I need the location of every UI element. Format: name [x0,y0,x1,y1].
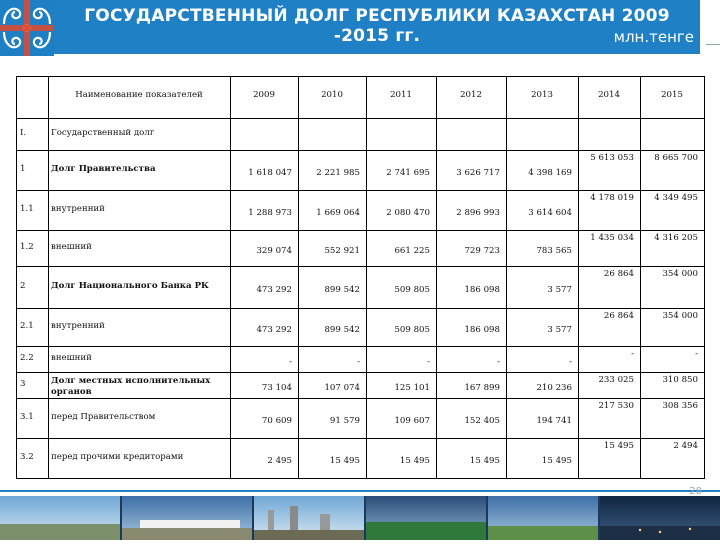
table-cell-value: 15 495 [469,456,500,466]
title-edge [700,0,720,54]
column-header-year: 2009 [253,90,275,100]
title-bar [54,0,700,54]
table-cell-value: 125 101 [394,383,430,393]
table-cell-value: 4 349 495 [654,193,698,203]
table-cell-value: 4 398 169 [528,168,572,178]
table-cell-value: 1 618 047 [248,168,292,178]
table-cell-value: 509 805 [394,285,430,295]
page-number: 28 [689,486,702,497]
table-cell-value: 26 864 [603,269,634,279]
table-cell-value: - [497,357,500,367]
table-cell-value: 15 495 [399,456,430,466]
row-name: внутренний [51,204,105,214]
table-cell-value: - [631,349,634,359]
table-cell-value: - [427,357,430,367]
footer-divider [0,490,720,492]
table-hline [16,150,705,151]
table-cell-value: 354 000 [662,311,698,321]
table-cell-value: 217 530 [598,401,634,411]
table-cell-value: 3 626 717 [456,168,500,178]
column-header-name: Наименование показателей [75,90,203,100]
table-cell-value: 899 542 [324,285,360,295]
table-hline [16,266,705,267]
table-cell-value: 5 613 053 [590,153,634,163]
table-cell-value: 8 665 700 [654,153,698,163]
table-cell-value: 4 316 205 [654,233,698,243]
table-cell-value: 109 607 [394,416,430,426]
table-vline [16,76,17,478]
row-number: 3.1 [20,412,34,422]
table-cell-value: 2 495 [267,456,292,466]
table-cell-value: - [695,349,698,359]
row-name: перед прочими кредиторами [51,452,184,462]
table-cell-value: 194 741 [536,416,572,426]
page-title: ГОСУДАРСТВЕННЫЙ ДОЛГ РЕСПУБЛИКИ КАЗАХСТАН 2009 -2015 гг. [84,6,670,46]
row-number: 1.2 [20,242,34,252]
table-cell-value: 233 025 [598,375,634,385]
table-cell-value: 2 896 993 [456,208,500,218]
table-cell-value: 26 864 [603,311,634,321]
row-name: внутренний [51,321,105,331]
table-hline [16,118,705,119]
row-name: перед Правительством [51,412,156,422]
row-name: внешний [51,242,92,252]
table-cell-value: 15 495 [603,441,634,451]
table-cell-value: 552 921 [324,246,360,256]
row-name: Долг местных исполнительных органов [51,376,211,397]
table-cell-value: 1 435 034 [590,233,634,243]
table-cell-value: 310 850 [662,375,698,385]
table-hline [16,190,705,191]
table-vline [704,76,705,478]
row-number: 3 [20,379,26,389]
column-header-year: 2013 [531,90,553,100]
table-cell-value: 2 221 985 [316,168,360,178]
table-hline [16,76,705,77]
table-cell-value: 15 495 [541,456,572,466]
table-hline [16,398,705,399]
table-cell-value: - [357,357,360,367]
row-number: 3.2 [20,452,34,462]
row-name: внешний [51,353,92,363]
table-cell-value: 186 098 [464,285,500,295]
table-cell-value: 167 899 [464,383,500,393]
table-hline [16,230,705,231]
debt-table [16,76,704,486]
table-cell-value: 783 565 [536,246,572,256]
table-cell-value: 4 178 019 [590,193,634,203]
row-number: 2.1 [20,321,34,331]
table-cell-value: 186 098 [464,325,500,335]
table-cell-value: 329 074 [256,246,292,256]
photo-collage-image [0,496,720,540]
table-cell-value: 210 236 [536,383,572,393]
table-cell-value: 3 577 [547,285,572,295]
column-header-year: 2015 [661,90,683,100]
row-number: 1 [20,164,26,174]
table-cell-value: 2 080 470 [386,208,430,218]
table-cell-value: - [289,357,292,367]
table-hline [16,346,705,347]
table-cell-value: 3 577 [547,325,572,335]
table-cell-value: 308 356 [662,401,698,411]
slide-header [0,0,720,56]
title-edge-line [706,44,720,45]
row-name: Долг Правительства [51,164,156,174]
row-name: Долг Национального Банка РК [51,281,209,291]
table-cell-value: - [569,357,572,367]
table-cell-value: 661 225 [394,246,430,256]
table-vline [48,76,49,478]
row-number: 1.1 [20,204,34,214]
table-cell-value: 3 614 604 [528,208,572,218]
table-hline [16,438,705,439]
table-cell-value: 2 741 695 [386,168,430,178]
table-cell-value: 107 074 [324,383,360,393]
table-cell-value: 354 000 [662,269,698,279]
table-cell-value: 91 579 [329,416,360,426]
table-hline [16,478,705,479]
table-cell-value: 473 292 [256,285,292,295]
table-cell-value: 152 405 [464,416,500,426]
row-number: 2.2 [20,353,34,363]
column-header-year: 2012 [460,90,482,100]
table-cell-value: 899 542 [324,325,360,335]
table-cell-value: 509 805 [394,325,430,335]
photo-strip [0,496,720,540]
row-name: Государственный долг [51,128,155,138]
table-cell-value: 15 495 [329,456,360,466]
table-hline [16,372,705,373]
kazakh-ornament-logo [0,0,54,56]
table-cell-value: 1 288 973 [248,208,292,218]
table-cell-value: 2 494 [673,441,698,451]
ornament-icon [0,0,54,56]
row-number: 2 [20,281,26,291]
table-cell-value: 473 292 [256,325,292,335]
table-cell-value: 73 104 [261,383,292,393]
table-hline [16,308,705,309]
table-cell-value: 70 609 [261,416,292,426]
column-header-year: 2011 [390,90,412,100]
table-cell-value: 729 723 [464,246,500,256]
row-number: I. [20,128,27,138]
units-label: млн.тенге [613,28,694,46]
column-header-year: 2010 [321,90,343,100]
column-header-year: 2014 [598,90,620,100]
table-cell-value: 1 669 064 [316,208,360,218]
